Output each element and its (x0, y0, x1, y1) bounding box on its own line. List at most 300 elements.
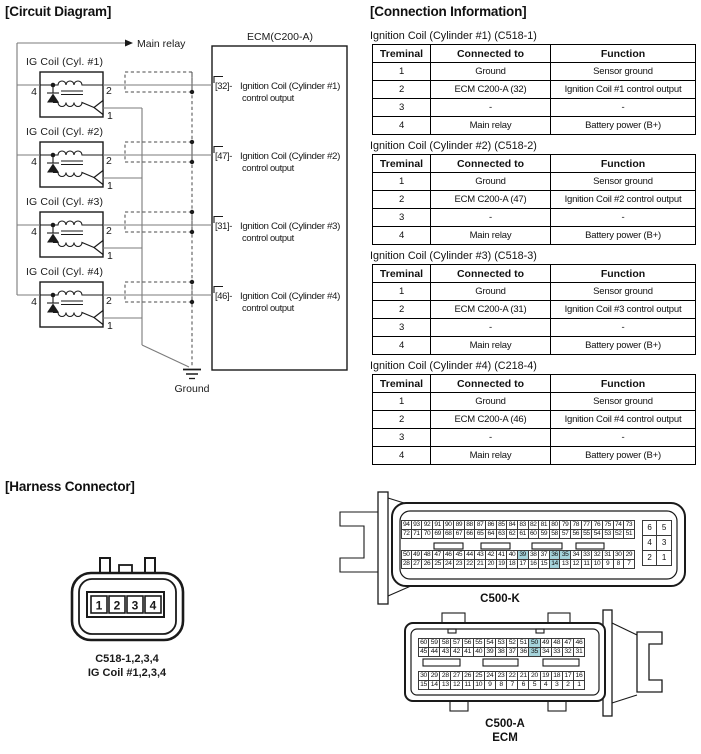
table-cell: 4 (373, 227, 431, 245)
pin-37: 37 (539, 550, 550, 560)
ecm-pin-number: [47]- (215, 150, 233, 161)
pin-75: 75 (603, 520, 614, 530)
coil-label: IG Coil (Cyl. #3) (26, 196, 103, 208)
ig-coil-unit-2 (17, 126, 212, 192)
pin-79: 79 (560, 520, 571, 530)
ecm-pin-number: [32]- (215, 80, 233, 91)
pin-row (418, 647, 585, 657)
pin-3: 3 (552, 680, 563, 690)
callout-line2: control output (242, 302, 294, 313)
pin-14: 14 (429, 680, 440, 690)
pin-94: 94 (401, 520, 412, 530)
pin-41: 41 (497, 550, 508, 560)
output-arrow-icon (94, 241, 103, 255)
table-cell: Ground (431, 173, 551, 191)
pin-63: 63 (497, 529, 508, 539)
pin-73: 73 (624, 520, 635, 530)
pin-45: 45 (454, 550, 465, 560)
column-header: Treminal (373, 45, 431, 63)
pin-50: 50 (401, 550, 412, 560)
pin-41: 41 (463, 647, 474, 657)
pin-12: 12 (451, 680, 462, 690)
ecm-pin-callout-4 (214, 287, 340, 314)
table-cell: 4 (373, 117, 431, 135)
pin-56: 56 (463, 638, 474, 648)
table-cell: Sensor ground (551, 283, 696, 301)
table-cell: 2 (373, 411, 431, 429)
table-cell: Ground (431, 393, 551, 411)
table-row (373, 411, 696, 429)
table-cell: - (551, 209, 696, 227)
pin-17: 17 (518, 559, 529, 569)
pin-64: 64 (486, 529, 497, 539)
pin-42: 42 (486, 550, 497, 560)
pin-46: 46 (444, 550, 455, 560)
pin-10: 10 (592, 559, 603, 569)
c500k-label: C500-K (480, 593, 520, 605)
pin-53: 53 (496, 638, 507, 648)
table-cell: 3 (373, 209, 431, 227)
table-cell: Sensor ground (551, 173, 696, 191)
terminal-2-label: 2 (106, 85, 112, 97)
ecm-pin-number: [46]- (215, 290, 233, 301)
pin-47: 47 (433, 550, 444, 560)
pin-70: 70 (422, 529, 433, 539)
column-header: Function (551, 375, 696, 393)
main-relay-arrow-icon (125, 40, 133, 47)
pin-72: 72 (401, 529, 412, 539)
table-row (373, 301, 696, 319)
table-row (373, 191, 696, 209)
pin-18: 18 (552, 671, 563, 681)
pin-8: 8 (496, 680, 507, 690)
pin-77: 77 (582, 520, 593, 530)
ground-bus-slant (142, 345, 189, 367)
pin-86: 86 (486, 520, 497, 530)
harness-pin-4: 4 (149, 598, 157, 613)
column-header: Connected to (431, 375, 551, 393)
output-arrow-icon (94, 171, 103, 185)
pin-39: 39 (518, 550, 529, 560)
pin-38: 38 (496, 647, 507, 657)
pin-55: 55 (582, 529, 593, 539)
pin-row (642, 535, 672, 551)
output-arrow-icon (94, 311, 103, 325)
pin-43: 43 (440, 647, 451, 657)
column-header: Connected to (431, 155, 551, 173)
terminal-2-label: 2 (106, 295, 112, 307)
pin-74: 74 (614, 520, 625, 530)
pin-67: 67 (454, 529, 465, 539)
c500a-sublabel: ECM (492, 732, 518, 744)
ground-label: Ground (174, 383, 210, 395)
pin-54: 54 (592, 529, 603, 539)
pin-59: 59 (429, 638, 440, 648)
pin-2: 2 (642, 550, 657, 566)
pin-19: 19 (541, 671, 552, 681)
column-header: Treminal (373, 375, 431, 393)
table-cell: 1 (373, 173, 431, 191)
ig-coil-unit-4 (17, 266, 212, 332)
pin-4: 4 (642, 535, 657, 551)
pin-82: 82 (529, 520, 540, 530)
pin-23: 23 (496, 671, 507, 681)
callout-line1: Ignition Coil (Cylinder #1) (240, 80, 341, 91)
pin-92: 92 (422, 520, 433, 530)
table-row (373, 283, 696, 301)
pin-68: 68 (444, 529, 455, 539)
terminal-1-label: 1 (107, 250, 113, 262)
pin-31: 31 (603, 550, 614, 560)
table-cell: Ignition Coil #1 control output (551, 81, 696, 99)
pin-2: 2 (563, 680, 574, 690)
pin-50: 50 (529, 638, 540, 648)
table-cell: ECM C200-A (32) (431, 81, 551, 99)
pin-49: 49 (541, 638, 552, 648)
pin-87: 87 (475, 520, 486, 530)
pin-30: 30 (418, 671, 429, 681)
table-cell: Ignition Coil #3 control output (551, 301, 696, 319)
pin-23: 23 (454, 559, 465, 569)
coil-label: IG Coil (Cyl. #1) (26, 56, 103, 68)
pin-16: 16 (529, 559, 540, 569)
pin-7: 7 (624, 559, 635, 569)
c518-connector-desc: IG Coil #1,2,3,4 (87, 667, 167, 679)
column-header: Function (551, 265, 696, 283)
pin-22: 22 (465, 559, 476, 569)
table-cell: 3 (373, 319, 431, 337)
pin-61: 61 (518, 529, 529, 539)
table-cell: 3 (373, 99, 431, 117)
pin-80: 80 (550, 520, 561, 530)
table-row (373, 227, 696, 245)
pin-16: 16 (574, 671, 585, 681)
table-cell: - (551, 429, 696, 447)
pin-33: 33 (552, 647, 563, 657)
terminal-1-label: 1 (107, 110, 113, 122)
column-header: Treminal (373, 265, 431, 283)
table-cell: Ground (431, 63, 551, 81)
circuit-diagram-heading: [Circuit Diagram] (5, 4, 112, 19)
pin-row (642, 520, 672, 536)
pin-29: 29 (624, 550, 635, 560)
pin-11: 11 (463, 680, 474, 690)
pin-42: 42 (451, 647, 462, 657)
pin-57: 57 (560, 529, 571, 539)
pin-78: 78 (571, 520, 582, 530)
pin-60: 60 (418, 638, 429, 648)
pin-4: 4 (541, 680, 552, 690)
pin-85: 85 (497, 520, 508, 530)
terminal-4-label: 4 (31, 86, 37, 98)
pin-76: 76 (592, 520, 603, 530)
table-row (373, 319, 696, 337)
pin-28: 28 (401, 559, 412, 569)
pin-26: 26 (463, 671, 474, 681)
table-cell: Ground (431, 283, 551, 301)
callout-line1: Ignition Coil (Cylinder #3) (240, 220, 341, 231)
connector-pass-through-3 (125, 210, 194, 234)
pin-84: 84 (507, 520, 518, 530)
connection-information-tables (370, 29, 700, 469)
callout-line1: Ignition Coil (Cylinder #2) (240, 150, 341, 161)
table-cell: Sensor ground (551, 393, 696, 411)
connection-table-3 (370, 249, 700, 355)
pin-46: 46 (574, 638, 585, 648)
table-cell: 3 (373, 429, 431, 447)
pin-row (401, 529, 635, 539)
pin-10: 10 (474, 680, 485, 690)
table-cell: - (551, 99, 696, 117)
pin-51: 51 (518, 638, 529, 648)
pin-89: 89 (454, 520, 465, 530)
connector-c500a (385, 608, 701, 754)
table-row (373, 393, 696, 411)
pin-row (418, 680, 585, 690)
table-cell: - (431, 99, 551, 117)
pin-6: 6 (518, 680, 529, 690)
column-header: Function (551, 155, 696, 173)
diode-icon (47, 94, 59, 103)
table-row (373, 173, 696, 191)
harness-connector-c518 (60, 552, 205, 687)
pin-83: 83 (518, 520, 529, 530)
pin-row (401, 559, 635, 569)
table-row (373, 99, 696, 117)
table-cell: Main relay (431, 227, 551, 245)
pin-24: 24 (485, 671, 496, 681)
pin-15: 15 (539, 559, 550, 569)
c500a-label: C500-A (485, 718, 525, 730)
pin-45: 45 (418, 647, 429, 657)
pin-43: 43 (475, 550, 486, 560)
pin-30: 30 (614, 550, 625, 560)
pin-66: 66 (465, 529, 476, 539)
ground-icon (174, 370, 209, 396)
pin-8: 8 (614, 559, 625, 569)
ecm-pin-callout-3 (214, 217, 340, 244)
pin-7: 7 (507, 680, 518, 690)
pin-13: 13 (440, 680, 451, 690)
pin-65: 65 (475, 529, 486, 539)
pin-17: 17 (563, 671, 574, 681)
pin-25: 25 (433, 559, 444, 569)
pin-40: 40 (507, 550, 518, 560)
output-arrow-icon (94, 101, 103, 115)
ecm-pin-callout-2 (214, 147, 340, 174)
pin-47: 47 (563, 638, 574, 648)
c518-connector-name: C518-1,2,3,4 (95, 653, 159, 665)
pin-54: 54 (485, 638, 496, 648)
pin-40: 40 (474, 647, 485, 657)
pin-15: 15 (418, 680, 429, 690)
table-cell: 2 (373, 191, 431, 209)
pin-55: 55 (474, 638, 485, 648)
diode-icon (47, 164, 59, 173)
pin-44: 44 (429, 647, 440, 657)
pin-1: 1 (574, 680, 585, 690)
table-cell: Main relay (431, 337, 551, 355)
connection-table-2 (370, 139, 700, 245)
pin-18: 18 (507, 559, 518, 569)
pin-90: 90 (444, 520, 455, 530)
table-cell: - (431, 319, 551, 337)
ig-coil-unit-1 (17, 56, 212, 122)
table-cell: 2 (373, 301, 431, 319)
pin-49: 49 (412, 550, 423, 560)
terminal-1-label: 1 (107, 180, 113, 192)
terminal-4-label: 4 (31, 296, 37, 308)
pin-52: 52 (614, 529, 625, 539)
pin-59: 59 (539, 529, 550, 539)
ecm-pin-callout-1 (214, 77, 340, 104)
table-title: Ignition Coil (Cylinder #1) (C518-1) (370, 30, 537, 42)
circuit-diagram (0, 0, 360, 400)
pin-3: 3 (657, 535, 672, 551)
callout-line2: control output (242, 162, 294, 173)
connector-c500k (330, 490, 701, 612)
table-cell: 2 (373, 81, 431, 99)
pin-48: 48 (552, 638, 563, 648)
pin-25: 25 (474, 671, 485, 681)
table-row (373, 209, 696, 227)
connection-information-heading: [Connection Information] (370, 4, 527, 19)
pin-5: 5 (657, 520, 672, 536)
pin-27: 27 (412, 559, 423, 569)
pin-13: 13 (560, 559, 571, 569)
pin-52: 52 (507, 638, 518, 648)
pin-24: 24 (444, 559, 455, 569)
pin-27: 27 (451, 671, 462, 681)
pin-19: 19 (497, 559, 508, 569)
pin-44: 44 (465, 550, 476, 560)
connector-pass-through-2 (125, 140, 194, 164)
harness-pin-2: 2 (113, 598, 121, 613)
terminal-4-label: 4 (31, 156, 37, 168)
coil-label: IG Coil (Cyl. #2) (26, 126, 103, 138)
diode-icon (47, 234, 59, 243)
pin-26: 26 (422, 559, 433, 569)
pin-14: 14 (550, 559, 561, 569)
pin-21: 21 (518, 671, 529, 681)
pin-20: 20 (486, 559, 497, 569)
table-cell: - (431, 209, 551, 227)
table-cell: ECM C200-A (47) (431, 191, 551, 209)
column-header: Connected to (431, 265, 551, 283)
table-cell: Battery power (B+) (551, 447, 696, 465)
pin-20: 20 (529, 671, 540, 681)
main-relay-label: Main relay (137, 38, 186, 50)
pin-57: 57 (451, 638, 462, 648)
table-cell: ECM C200-A (46) (431, 411, 551, 429)
table-cell: Battery power (B+) (551, 337, 696, 355)
table-row (373, 63, 696, 81)
pin-48: 48 (422, 550, 433, 560)
table-cell: Sensor ground (551, 63, 696, 81)
column-header: Connected to (431, 45, 551, 63)
pin-88: 88 (465, 520, 476, 530)
connector-pass-through-4 (125, 280, 194, 304)
pin-39: 39 (485, 647, 496, 657)
terminal-1-label: 1 (107, 320, 113, 332)
pin-71: 71 (412, 529, 423, 539)
pin-31: 31 (574, 647, 585, 657)
pin-51: 51 (624, 529, 635, 539)
pin-58: 58 (440, 638, 451, 648)
pin-row (642, 550, 672, 566)
table-cell: Battery power (B+) (551, 227, 696, 245)
pin-60: 60 (529, 529, 540, 539)
pin-6: 6 (642, 520, 657, 536)
pin-22: 22 (507, 671, 518, 681)
pin-5: 5 (529, 680, 540, 690)
connection-table-1 (370, 29, 700, 135)
pin-69: 69 (433, 529, 444, 539)
table-cell: Main relay (431, 117, 551, 135)
table-cell: ECM C200-A (31) (431, 301, 551, 319)
pin-38: 38 (529, 550, 540, 560)
pin-58: 58 (550, 529, 561, 539)
column-header: Function (551, 45, 696, 63)
coil-label: IG Coil (Cyl. #4) (26, 266, 103, 278)
diode-icon (47, 304, 59, 313)
ecm-label: ECM(C200-A) (247, 31, 313, 43)
table-title: Ignition Coil (Cylinder #2) (C518-2) (370, 140, 537, 152)
pin-11: 11 (582, 559, 593, 569)
callout-line2: control output (242, 92, 294, 103)
pin-21: 21 (475, 559, 486, 569)
table-cell: Main relay (431, 447, 551, 465)
pin-9: 9 (485, 680, 496, 690)
table-title: Ignition Coil (Cylinder #3) (C518-3) (370, 250, 537, 262)
table-cell: Ignition Coil #4 control output (551, 411, 696, 429)
pin-12: 12 (571, 559, 582, 569)
table-cell: Battery power (B+) (551, 117, 696, 135)
ecm-pin-number: [31]- (215, 220, 233, 231)
terminal-2-label: 2 (106, 225, 112, 237)
table-cell: 4 (373, 447, 431, 465)
harness-connector-heading: [Harness Connector] (5, 479, 135, 494)
table-row (373, 337, 696, 355)
table-title: Ignition Coil (Cylinder #4) (C218-4) (370, 360, 537, 372)
harness-pin-3: 3 (131, 598, 139, 613)
pin-9: 9 (603, 559, 614, 569)
pin-62: 62 (507, 529, 518, 539)
connector-pass-through-1 (125, 72, 194, 94)
pin-93: 93 (412, 520, 423, 530)
pin-35: 35 (529, 647, 540, 657)
table-row (373, 81, 696, 99)
pin-91: 91 (433, 520, 444, 530)
table-cell: - (431, 429, 551, 447)
terminal-2-label: 2 (106, 155, 112, 167)
table-cell: 4 (373, 337, 431, 355)
pin-37: 37 (507, 647, 518, 657)
table-cell: - (551, 319, 696, 337)
pin-1: 1 (657, 550, 672, 566)
column-header: Treminal (373, 155, 431, 173)
table-cell: 1 (373, 393, 431, 411)
pin-32: 32 (592, 550, 603, 560)
pin-33: 33 (582, 550, 593, 560)
callout-line2: control output (242, 232, 294, 243)
table-row (373, 447, 696, 465)
pin-36: 36 (550, 550, 561, 560)
pin-34: 34 (541, 647, 552, 657)
terminal-4-label: 4 (31, 226, 37, 238)
pin-28: 28 (440, 671, 451, 681)
pin-56: 56 (571, 529, 582, 539)
